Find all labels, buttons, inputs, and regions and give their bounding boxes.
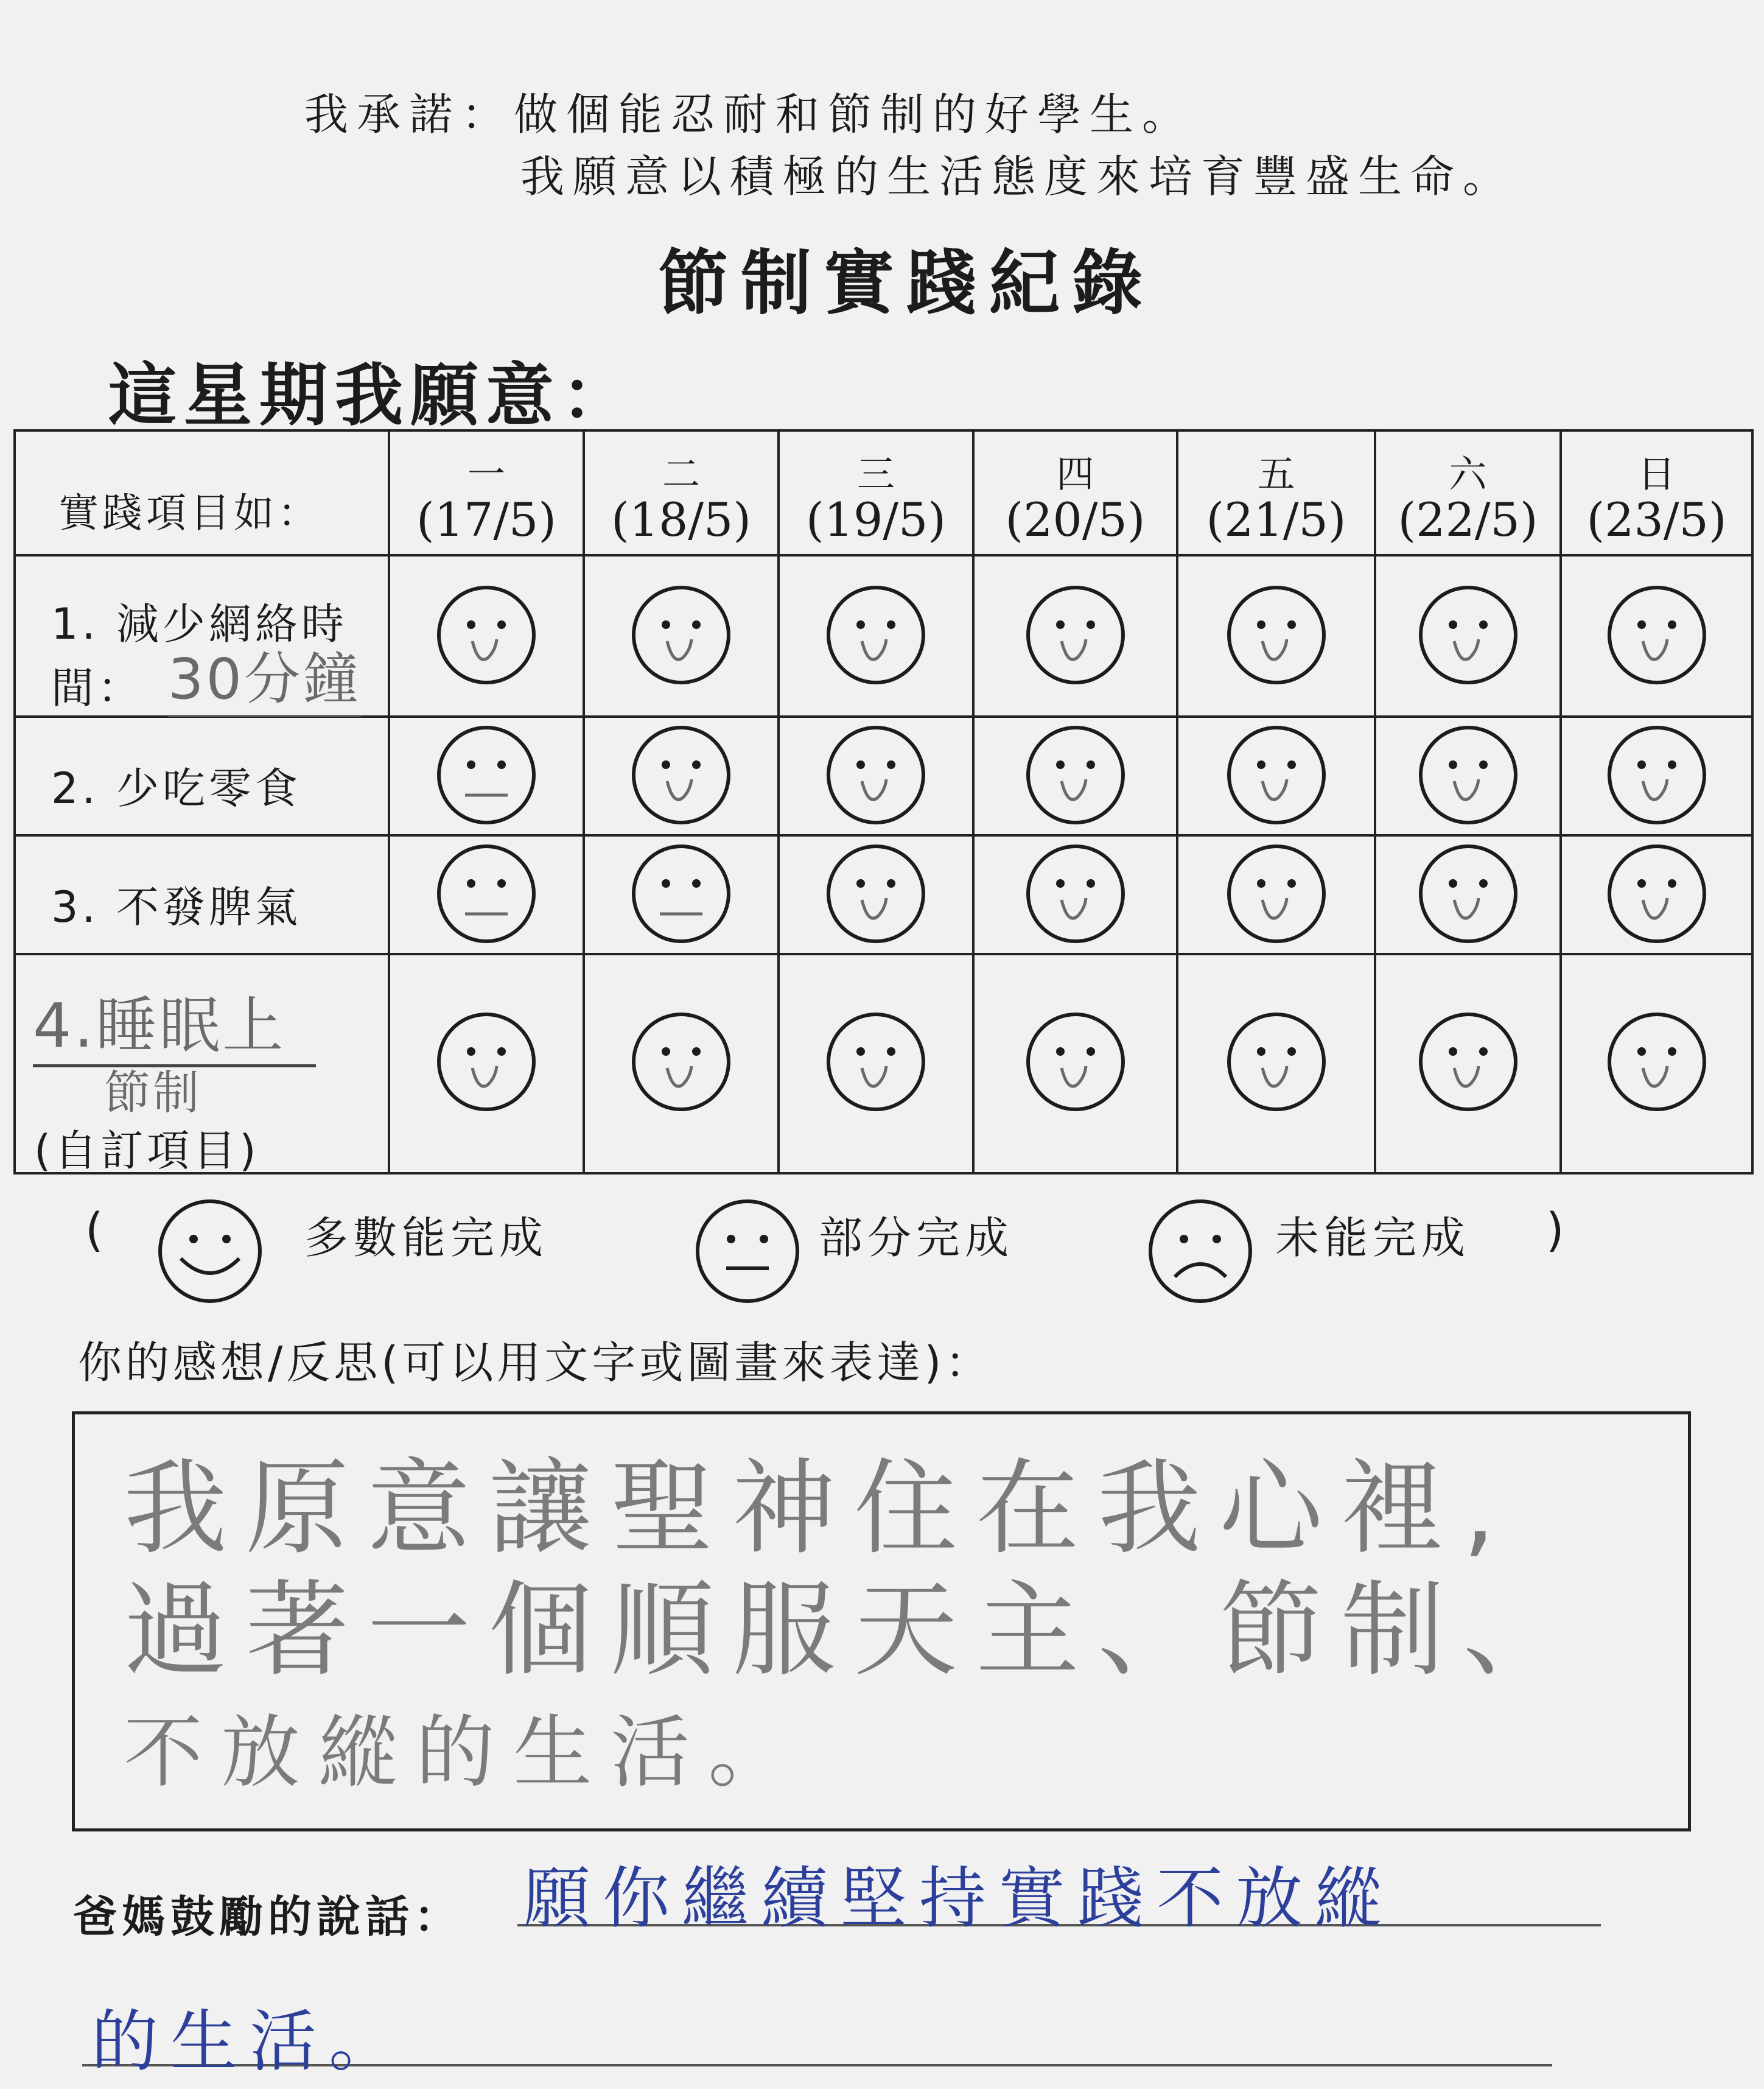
header-label: 實踐項目如： (58, 490, 321, 536)
table-header-row (15, 430, 1752, 555)
rating-cell (1177, 954, 1375, 1173)
pledge-line-1: 我承諾：做個能忍耐和節制的好學生。 (304, 89, 1195, 140)
rating-face (629, 723, 733, 829)
rating-face (1416, 1010, 1520, 1116)
smile-face-icon (1225, 842, 1328, 946)
item-4-handwritten: 4.睡眠上 (33, 977, 316, 1067)
rating-cell (1177, 717, 1375, 835)
item-cell (15, 835, 389, 954)
rating-cell (584, 954, 779, 1173)
day-name: 三 (856, 452, 895, 496)
smile-face-icon (1024, 842, 1127, 946)
rating-cell (584, 555, 779, 717)
day-header (1177, 430, 1375, 555)
pledge-line-2: 我願意以積極的生活態度來培育豐盛生命。 (520, 151, 1516, 202)
rating-face (1605, 1010, 1709, 1116)
rating-cell (1375, 954, 1561, 1173)
rating-face (824, 842, 928, 948)
rating-face (1024, 1010, 1127, 1116)
reflection-box (72, 1411, 1691, 1831)
rating-face (1416, 723, 1520, 829)
reflection-line-2: 過著一個順服天主、節制、 (124, 1570, 1585, 1691)
page-title: 節制實踐紀錄 (658, 242, 1155, 325)
reflection-label: 你的感想/反思(可以用文字或圖畫來表達)： (78, 1337, 993, 1388)
rating-cell (973, 717, 1177, 835)
rating-cell (779, 717, 973, 835)
rating-cell (1177, 835, 1375, 954)
table-row (15, 717, 1752, 835)
item-3-text: 3. 不發脾氣 (51, 882, 302, 932)
practice-record-table (13, 429, 1754, 1174)
table-row (15, 555, 1752, 717)
day-date: (19/5) (806, 493, 946, 547)
day-header (1561, 430, 1752, 555)
smile-face-icon (435, 583, 538, 687)
rating-cell (779, 555, 973, 717)
legend-sad-label: 未能完成 (1275, 1212, 1471, 1263)
parents-label: 爸媽鼓勵的說話： (73, 1891, 463, 1942)
parents-handwriting-line-1: 願你繼續堅持實踐不放縱 (523, 1859, 1394, 1937)
rating-face (629, 583, 733, 689)
smile-face-icon (824, 1010, 928, 1114)
smile-face-icon (629, 1010, 733, 1114)
smile-face-icon (1605, 583, 1709, 687)
day-date: (22/5) (1398, 493, 1538, 547)
day-header (779, 430, 973, 555)
rating-face (1024, 723, 1127, 829)
rating-cell (973, 555, 1177, 717)
rating-face (1605, 723, 1709, 829)
day-date: (18/5) (611, 493, 751, 547)
custom-item-note: (自訂項目) (34, 1126, 260, 1176)
rating-face (629, 1010, 733, 1116)
smile-face-icon (155, 1196, 265, 1306)
rating-face (435, 1010, 538, 1116)
smile-face-icon (1225, 723, 1328, 827)
rating-face (1416, 842, 1520, 948)
neutral-face-icon (435, 842, 538, 946)
smile-face-icon (824, 583, 928, 687)
rating-cell (1561, 717, 1752, 835)
smile-face-icon (824, 723, 928, 827)
smile-face-icon (1225, 1010, 1328, 1114)
rating-cell (584, 835, 779, 954)
rating-face (1024, 583, 1127, 689)
rating-cell (389, 954, 584, 1173)
sad-face-icon (1146, 1196, 1255, 1306)
parents-handwriting-line-2: 的生活。 (91, 2003, 408, 2080)
rating-cell (1375, 555, 1561, 717)
smile-face-icon (1605, 1010, 1709, 1114)
day-header (973, 430, 1177, 555)
rating-face (435, 723, 538, 829)
rating-cell (1375, 835, 1561, 954)
smile-face-icon (1416, 842, 1520, 946)
rating-face (1225, 842, 1328, 948)
rating-face (435, 842, 538, 948)
smile-face-icon (1416, 1010, 1520, 1114)
rating-cell (1561, 954, 1752, 1173)
rating-face (629, 842, 733, 948)
rating-cell (779, 954, 973, 1173)
rating-face (435, 583, 538, 689)
item-cell (15, 555, 389, 717)
rating-cell (973, 954, 1177, 1173)
smile-face-icon (1416, 583, 1520, 687)
day-header (389, 430, 584, 555)
legend-open-paren: ( (85, 1202, 108, 1257)
day-name: 日 (1637, 452, 1676, 496)
day-name: 四 (1056, 452, 1094, 496)
neutral-face-icon (435, 723, 538, 827)
smile-face-icon (824, 842, 928, 946)
smile-face-icon (1024, 1010, 1127, 1114)
rating-cell (1375, 717, 1561, 835)
reflection-handwriting (124, 1448, 1682, 1813)
smile-face-icon (629, 723, 733, 827)
table-row (15, 835, 1752, 954)
item-1-text-line2: 間： (51, 663, 144, 713)
day-header (584, 430, 779, 555)
rating-cell (389, 555, 584, 717)
smile-face-icon (629, 583, 733, 687)
smile-face-icon (1225, 583, 1328, 687)
section-heading: 這星期我願意： (108, 356, 637, 435)
day-name: 二 (662, 452, 700, 496)
smile-face-icon (1024, 583, 1127, 687)
neutral-face-icon (693, 1196, 802, 1306)
item-1-handwritten-minutes: 30分鐘 (168, 634, 361, 717)
rating-face (824, 723, 928, 829)
rating-face (1225, 723, 1328, 829)
rating-face (824, 583, 928, 689)
legend-smile-label: 多數能完成 (304, 1212, 548, 1263)
item-cell (15, 954, 389, 1176)
rating-cell (779, 835, 973, 954)
item-cell (15, 717, 389, 835)
day-header (1375, 430, 1561, 555)
smile-face-icon (1605, 723, 1709, 827)
smile-face-icon (1605, 842, 1709, 946)
rating-cell (389, 835, 584, 954)
rating-cell (1561, 835, 1752, 954)
rating-face (1416, 583, 1520, 689)
rating-face (1024, 842, 1127, 948)
legend-neutral-label: 部分完成 (819, 1212, 1014, 1263)
rating-cell (389, 717, 584, 835)
rating-cell (584, 717, 779, 835)
day-name: 一 (467, 452, 505, 496)
day-date: (17/5) (416, 493, 556, 547)
smile-face-icon (435, 1010, 538, 1114)
neutral-face-icon (629, 842, 733, 946)
smile-face-icon (1024, 723, 1127, 827)
rating-face (1225, 583, 1328, 689)
smile-face-icon (1416, 723, 1520, 827)
rating-face (1605, 842, 1709, 948)
item-4-handwritten-line2: 節制 (104, 1066, 201, 1120)
rating-face (824, 1010, 928, 1116)
table-row (15, 954, 1752, 1173)
day-name: 六 (1449, 452, 1487, 496)
rating-cell (1561, 555, 1752, 717)
reflection-line-1: 我原意讓聖神住在我心裡, (124, 1448, 1514, 1569)
legend-close-paren: ) (1546, 1202, 1569, 1257)
rating-cell (973, 835, 1177, 954)
rating-face (1605, 583, 1709, 689)
item-2-text: 2. 少吃零食 (51, 764, 302, 813)
day-date: (21/5) (1206, 493, 1346, 547)
rating-face (1225, 1010, 1328, 1116)
rating-cell (1177, 555, 1375, 717)
item-1-text: 1. 減少網絡時 (51, 599, 348, 649)
day-name: 五 (1257, 452, 1295, 496)
header-label-cell (15, 430, 389, 555)
day-date: (23/5) (1586, 493, 1727, 547)
day-date: (20/5) (1005, 493, 1146, 547)
reflection-line-3: 不放縱的生活。 (124, 1706, 806, 1799)
